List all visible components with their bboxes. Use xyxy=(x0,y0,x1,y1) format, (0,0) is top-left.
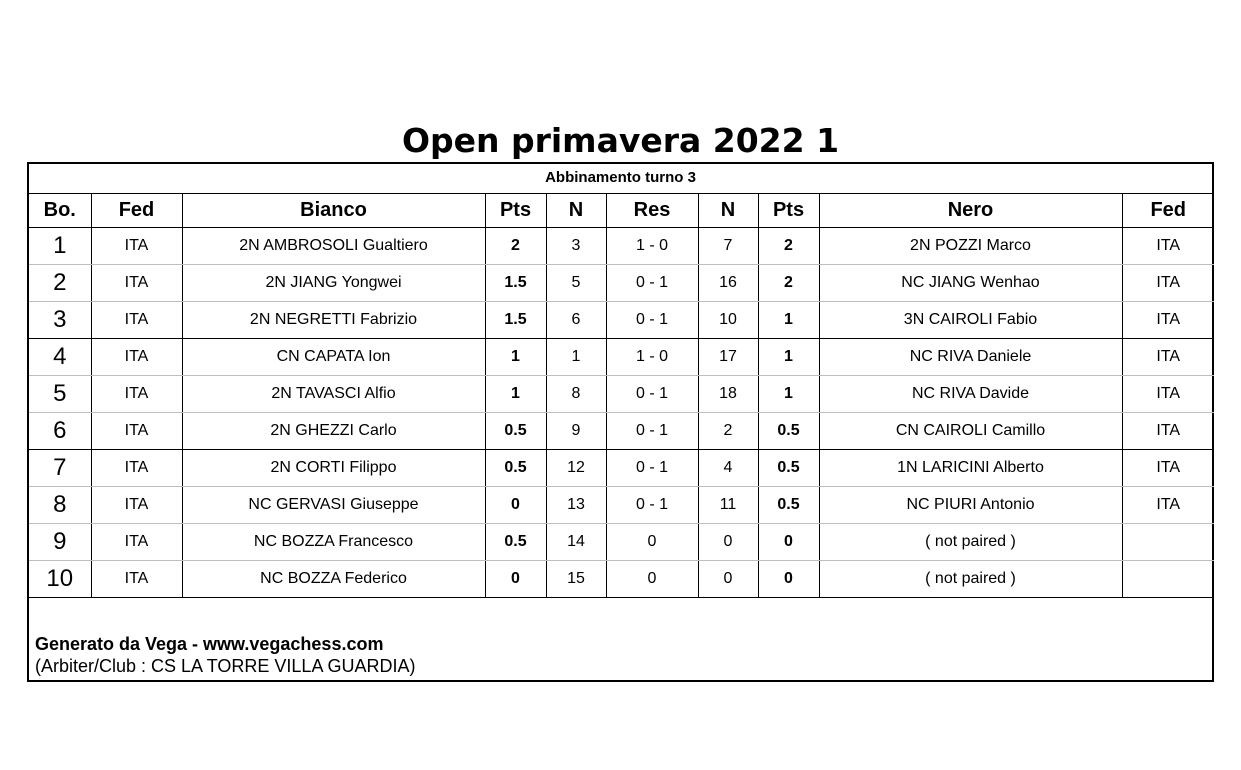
black-player: NC RIVA Davide xyxy=(819,376,1122,413)
white-player: 2N GHEZZI Carlo xyxy=(182,413,485,450)
fed-black: ITA xyxy=(1122,339,1214,376)
arbiter-club: (Arbiter/Club : CS LA TORRE VILLA GUARDIA) xyxy=(35,656,416,676)
table-row xyxy=(29,524,1214,561)
n-white: 14 xyxy=(546,524,606,561)
pts-white: 0.5 xyxy=(485,450,546,487)
n-white: 8 xyxy=(546,376,606,413)
fed-white: ITA xyxy=(91,450,182,487)
n-black: 4 xyxy=(698,450,758,487)
result: 0 xyxy=(606,524,698,561)
result: 0 xyxy=(606,561,698,598)
n-black: 18 xyxy=(698,376,758,413)
black-player: CN CAIROLI Camillo xyxy=(819,413,1122,450)
fed-white: ITA xyxy=(91,524,182,561)
table-row xyxy=(29,265,1214,302)
board-number: 6 xyxy=(29,413,91,450)
n-white: 1 xyxy=(546,339,606,376)
result: 0 - 1 xyxy=(606,302,698,339)
board-number: 8 xyxy=(29,487,91,524)
n-black: 16 xyxy=(698,265,758,302)
black-player: 3N CAIROLI Fabio xyxy=(819,302,1122,339)
table-row xyxy=(29,450,1214,487)
pts-black: 1 xyxy=(758,302,819,339)
result: 1 - 0 xyxy=(606,339,698,376)
pts-black: 1 xyxy=(758,339,819,376)
pts-black: 0 xyxy=(758,524,819,561)
col-header-pts-black: Pts xyxy=(758,194,819,228)
pairings-frame xyxy=(27,162,1214,682)
n-white: 12 xyxy=(546,450,606,487)
black-player: NC JIANG Wenhao xyxy=(819,265,1122,302)
pts-white: 0.5 xyxy=(485,413,546,450)
fed-white: ITA xyxy=(91,339,182,376)
board-number: 9 xyxy=(29,524,91,561)
page-title: Open primavera 2022 1 xyxy=(401,121,840,160)
white-player: NC BOZZA Francesco xyxy=(182,524,485,561)
black-player: 1N LARICINI Alberto xyxy=(819,450,1122,487)
white-player: NC GERVASI Giuseppe xyxy=(182,487,485,524)
fed-black: ITA xyxy=(1122,376,1214,413)
pts-white: 1.5 xyxy=(485,302,546,339)
fed-white: ITA xyxy=(91,561,182,598)
n-white: 6 xyxy=(546,302,606,339)
n-black: 11 xyxy=(698,487,758,524)
table-row xyxy=(29,376,1214,413)
board-number: 10 xyxy=(29,561,91,598)
white-player: CN CAPATA Ion xyxy=(182,339,485,376)
table-row xyxy=(29,413,1214,450)
col-header-n-black: N xyxy=(698,194,758,228)
board-number: 7 xyxy=(29,450,91,487)
result: 0 - 1 xyxy=(606,413,698,450)
pts-white: 1.5 xyxy=(485,265,546,302)
n-white: 5 xyxy=(546,265,606,302)
header-row xyxy=(29,194,1214,228)
white-player: 2N JIANG Yongwei xyxy=(182,265,485,302)
pts-black: 2 xyxy=(758,228,819,265)
result: 0 - 1 xyxy=(606,265,698,302)
black-player: NC PIURI Antonio xyxy=(819,487,1122,524)
table-row xyxy=(29,228,1214,265)
fed-black: ITA xyxy=(1122,450,1214,487)
fed-black xyxy=(1122,561,1214,598)
n-black: 10 xyxy=(698,302,758,339)
n-white: 9 xyxy=(546,413,606,450)
round-subtitle: Abbinamento turno 3 xyxy=(545,169,696,186)
col-header-n-white: N xyxy=(546,194,606,228)
n-white: 3 xyxy=(546,228,606,265)
board-number: 2 xyxy=(29,265,91,302)
col-header-white: Bianco xyxy=(182,194,485,228)
n-black: 7 xyxy=(698,228,758,265)
result: 1 - 0 xyxy=(606,228,698,265)
table-row xyxy=(29,302,1214,339)
fed-black xyxy=(1122,524,1214,561)
fed-black: ITA xyxy=(1122,302,1214,339)
n-black: 2 xyxy=(698,413,758,450)
table-row xyxy=(29,561,1214,598)
fed-white: ITA xyxy=(91,376,182,413)
table-row xyxy=(29,339,1214,376)
black-player: ( not paired ) xyxy=(819,524,1122,561)
fed-white: ITA xyxy=(91,413,182,450)
fed-black: ITA xyxy=(1122,413,1214,450)
col-header-board: Bo. xyxy=(29,194,91,228)
fed-white: ITA xyxy=(91,228,182,265)
n-white: 15 xyxy=(546,561,606,598)
pts-black: 1 xyxy=(758,376,819,413)
pts-black: 0.5 xyxy=(758,450,819,487)
pts-white: 0 xyxy=(485,561,546,598)
pts-black: 0 xyxy=(758,561,819,598)
fed-black: ITA xyxy=(1122,487,1214,524)
result: 0 - 1 xyxy=(606,450,698,487)
board-number: 3 xyxy=(29,302,91,339)
pts-white: 0 xyxy=(485,487,546,524)
white-player: 2N TAVASCI Alfio xyxy=(182,376,485,413)
white-player: 2N CORTI Filippo xyxy=(182,450,485,487)
generator-credit: Generato da Vega - www.vegachess.com xyxy=(35,634,384,654)
result: 0 - 1 xyxy=(606,487,698,524)
pts-black: 0.5 xyxy=(758,487,819,524)
black-player: 2N POZZI Marco xyxy=(819,228,1122,265)
fed-white: ITA xyxy=(91,302,182,339)
pts-white: 1 xyxy=(485,376,546,413)
pts-white: 0.5 xyxy=(485,524,546,561)
n-black: 0 xyxy=(698,561,758,598)
footer xyxy=(35,633,415,677)
n-black: 17 xyxy=(698,339,758,376)
col-header-result: Res xyxy=(606,194,698,228)
fed-white: ITA xyxy=(91,487,182,524)
fed-white: ITA xyxy=(91,265,182,302)
white-player: NC BOZZA Federico xyxy=(182,561,485,598)
white-player: 2N AMBROSOLI Gualtiero xyxy=(182,228,485,265)
col-header-black: Nero xyxy=(819,194,1122,228)
black-player: ( not paired ) xyxy=(819,561,1122,598)
pts-white: 2 xyxy=(485,228,546,265)
n-black: 0 xyxy=(698,524,758,561)
black-player: NC RIVA Daniele xyxy=(819,339,1122,376)
col-header-fed-black: Fed xyxy=(1122,194,1214,228)
fed-black: ITA xyxy=(1122,265,1214,302)
board-number: 4 xyxy=(29,339,91,376)
pts-white: 1 xyxy=(485,339,546,376)
n-white: 13 xyxy=(546,487,606,524)
white-player: 2N NEGRETTI Fabrizio xyxy=(182,302,485,339)
fed-black: ITA xyxy=(1122,228,1214,265)
board-number: 5 xyxy=(29,376,91,413)
col-header-pts-white: Pts xyxy=(485,194,546,228)
pairings-table xyxy=(29,193,1214,598)
result: 0 - 1 xyxy=(606,376,698,413)
board-number: 1 xyxy=(29,228,91,265)
table-row xyxy=(29,487,1214,524)
col-header-fed-white: Fed xyxy=(91,194,182,228)
pts-black: 2 xyxy=(758,265,819,302)
pts-black: 0.5 xyxy=(758,413,819,450)
